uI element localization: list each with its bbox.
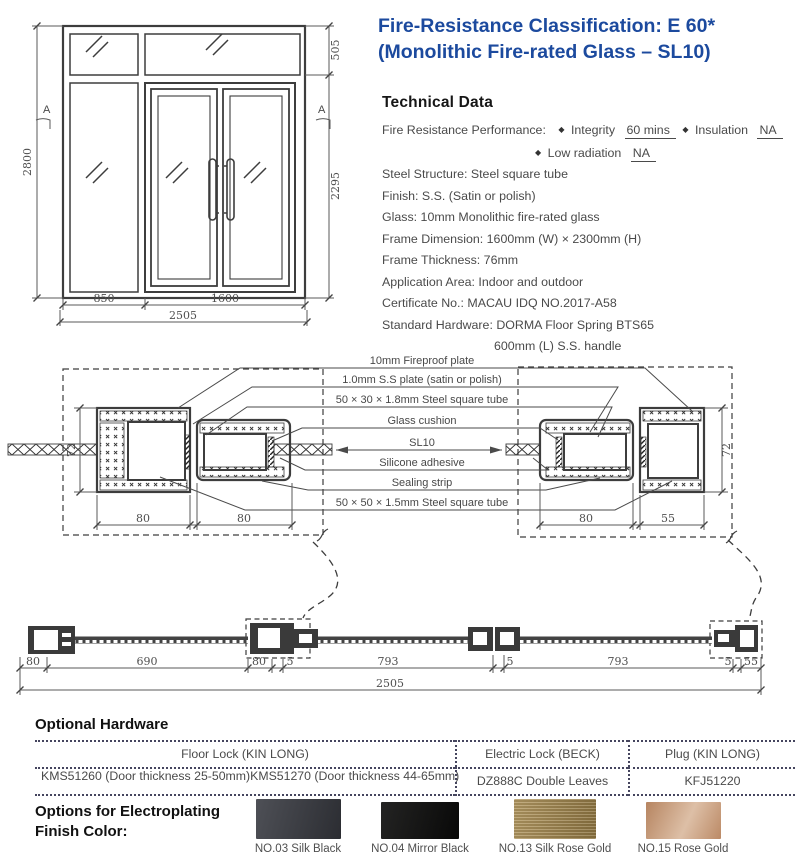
plan-dim-5: 5 xyxy=(506,655,514,668)
diamond-bullet: ◆ xyxy=(558,125,565,134)
dim-505-label: 505 xyxy=(329,39,342,61)
section-marker-right-label: A xyxy=(318,104,326,116)
diamond-bullet: ◆ xyxy=(535,147,542,157)
tech-data-row: Application Area: Indoor and outdoor xyxy=(382,274,584,289)
tech-row-performance xyxy=(382,119,800,142)
title-line1: Fire-Resistance Classification: E 60* xyxy=(378,15,716,37)
performance-label: Fire Resistance Performance: xyxy=(382,123,546,137)
electric-lock-value: DZ888C Double Leaves xyxy=(455,767,628,796)
callout-ss-plate: 1.0mm S.S plate (satin or polish) xyxy=(342,374,502,386)
technical-data-heading: Technical Data xyxy=(382,94,494,111)
glass-marks xyxy=(86,34,266,183)
color-swatch xyxy=(514,799,596,839)
plug-value: KFJ51220 xyxy=(628,767,795,796)
insulation-label: Insulation xyxy=(694,123,748,137)
swatch-caption: NO.13 Silk Rose Gold xyxy=(498,843,612,855)
right-stile-section xyxy=(540,420,633,480)
swatch-caption: NO.04 Mirror Black xyxy=(371,843,469,855)
optional-hardware-heading: Optional Hardware xyxy=(35,716,169,733)
finish-heading-line1: Options for Electroplating xyxy=(35,803,221,820)
tech-data-row: Standard Hardware: DORMA Floor Spring BTS65 xyxy=(382,317,655,332)
finish-heading-line2: Finish Color: xyxy=(35,822,128,840)
callout-steel-tube-50x50: 50 × 50 × 1.5mm Steel square tube xyxy=(335,497,509,509)
dashed-reference-curves xyxy=(303,540,761,620)
dim-1600-label: 1600 xyxy=(211,292,239,305)
callout-glass-cushion: Glass cushion xyxy=(387,415,457,427)
callout-silicone-adhesive: Silicone adhesive xyxy=(379,457,465,469)
dim-72-left-label: 72 xyxy=(65,443,78,457)
plan-dim-5: 5 xyxy=(286,655,294,668)
tech-data-row: Steel Structure: Steel square tube xyxy=(382,167,568,181)
dim-72-right-label: 72 xyxy=(720,443,733,457)
color-swatch xyxy=(256,799,341,839)
door-leaves xyxy=(151,89,289,286)
electric-lock-header: Electric Lock (BECK) xyxy=(455,740,628,767)
tech-data-row: 600mm (L) S.S. handle xyxy=(494,339,622,353)
plan-dim-55: 55 xyxy=(744,655,758,668)
glass-strips xyxy=(75,637,712,644)
plan-dim-5: 5 xyxy=(724,655,732,668)
floor-lock-values xyxy=(35,767,460,796)
dim-80-label: 80 xyxy=(579,512,593,525)
floor-lock-item1: KMS51260 (Door thickness 25-50mm) xyxy=(41,769,251,783)
dim-2800-label: 2800 xyxy=(21,148,34,176)
plug-header: Plug (KIN LONG) xyxy=(628,740,795,767)
cross-section-drawing xyxy=(0,345,803,550)
dim-height-2800 xyxy=(21,23,63,302)
swatch-caption: NO.03 Silk Black xyxy=(254,843,342,855)
dim-2505-label: 2505 xyxy=(169,309,197,322)
radiation-value: NA xyxy=(631,146,656,162)
radiation-label: Low radiation xyxy=(547,145,622,160)
dim-transom-505 xyxy=(305,23,342,302)
technical-data-section xyxy=(382,94,800,358)
integrity-value: 60 mins xyxy=(625,123,676,139)
callout-fireproof-plate: 10mm Fireproof plate xyxy=(369,355,475,367)
diamond-bullet: ◆ xyxy=(682,125,689,134)
title-line2: (Monolithic Fire-rated Glass – SL10) xyxy=(378,40,711,63)
dim-850-label: 850 xyxy=(93,292,115,305)
plan-dim-80: 80 xyxy=(26,655,40,668)
callout-labels xyxy=(336,355,508,509)
tech-data-row: Frame Dimension: 1600mm (W) × 2300mm (H) xyxy=(382,231,642,246)
dim-55-label: 55 xyxy=(661,512,675,525)
section-marker-left-label: A xyxy=(43,104,51,116)
tech-data-row: Finish: S.S. (Satin or polish) xyxy=(382,188,536,203)
tech-data-row: Frame Thickness: 76mm xyxy=(382,253,519,267)
finish-swatch-rose-gold xyxy=(617,799,749,855)
floor-lock-item2: KMS51270 (Door thickness 44-65mm) xyxy=(250,769,460,783)
color-swatch xyxy=(381,802,459,839)
finish-swatch-silk-rose-gold xyxy=(489,799,621,855)
callout-sl10: SL10 xyxy=(409,437,435,449)
plan-dim-80: 80 xyxy=(252,655,266,668)
left-jamb-section xyxy=(97,408,190,492)
plan-section-drawing xyxy=(0,540,803,708)
dim-80-label: 80 xyxy=(237,512,251,525)
insulation-value: NA xyxy=(757,123,782,139)
dim-80-label: 80 xyxy=(136,512,150,525)
finish-swatch-silk-black xyxy=(232,799,364,855)
section-marker-right xyxy=(316,104,330,129)
plan-dims-total xyxy=(17,677,765,694)
dim-bottom-2505 xyxy=(57,309,311,326)
tech-data-row: Glass: 10mm Monolithic fire-rated glass xyxy=(382,210,600,224)
plan-dim-793: 793 xyxy=(607,655,629,668)
optional-hardware-section xyxy=(35,716,795,796)
dim-2295-label: 2295 xyxy=(329,172,342,200)
plan-dim-793: 793 xyxy=(377,655,399,668)
tech-row-radiation xyxy=(532,142,800,165)
dim-bottom-850-1600 xyxy=(60,292,309,310)
floor-lock-header: Floor Lock (KIN LONG) xyxy=(35,740,455,767)
right-jamb-section xyxy=(640,408,704,492)
door-frame xyxy=(63,26,305,298)
integrity-label: Integrity xyxy=(570,123,616,137)
finish-swatch-mirror-black xyxy=(354,799,486,855)
swatch-caption: NO.15 Rose Gold xyxy=(637,843,729,855)
plan-dim-2505: 2505 xyxy=(376,677,404,690)
page-title xyxy=(378,14,798,65)
callout-sealing-strip: Sealing strip xyxy=(391,477,453,489)
finish-color-heading xyxy=(35,802,220,841)
plan-dim-690: 690 xyxy=(136,655,158,668)
hardware-table xyxy=(35,740,795,796)
tech-data-row: Certificate No.: MACAU IDQ NO.2017-A58 xyxy=(382,296,617,310)
door-elevation-drawing xyxy=(10,10,370,344)
callout-steel-tube-50x30: 50 × 30 × 1.8mm Steel square tube xyxy=(335,394,509,406)
color-swatch xyxy=(646,802,721,839)
section-marker-left xyxy=(36,104,51,129)
